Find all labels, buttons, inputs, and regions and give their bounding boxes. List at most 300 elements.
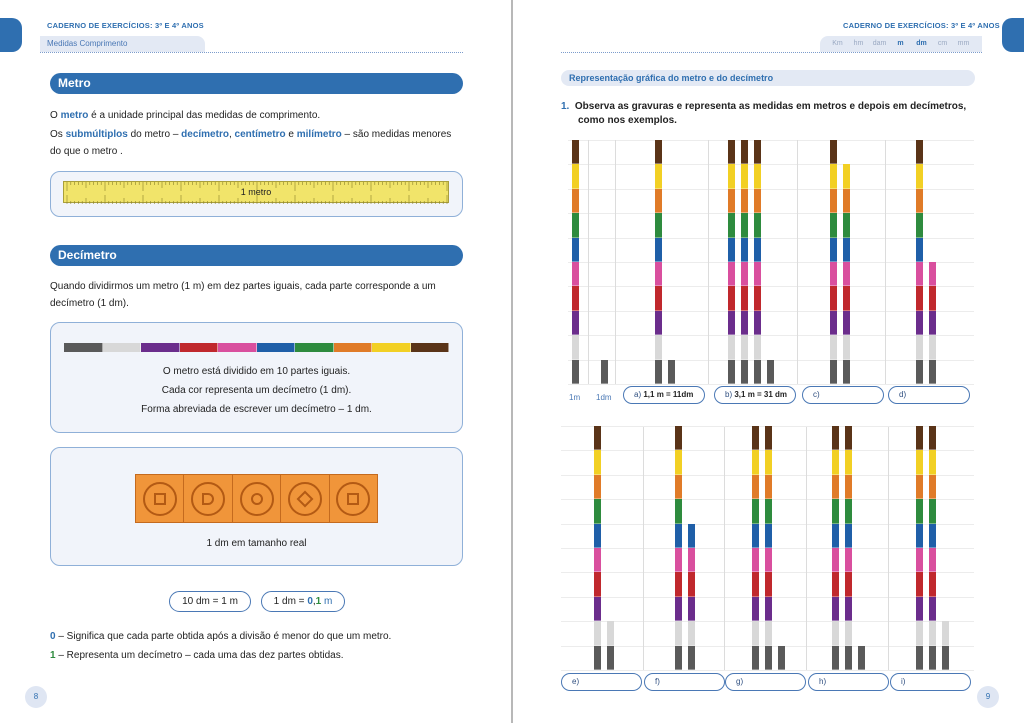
rod-segment [832, 524, 839, 548]
meter-ruler-image [63, 181, 449, 203]
rod-segment [830, 140, 837, 164]
rods-grid-row-2 [561, 427, 974, 672]
rod-segment [832, 597, 839, 621]
unit-dm: dm [916, 40, 927, 47]
column-separator [588, 140, 589, 384]
grid-line [568, 140, 974, 141]
rod-segment [594, 572, 601, 596]
rod-segment [843, 286, 850, 310]
rod-segment [916, 335, 923, 359]
answer-field-e[interactable] [561, 673, 642, 691]
rod-segment [916, 475, 923, 499]
rod-segment [929, 262, 936, 286]
dm-cell [136, 475, 184, 522]
rod-segment [752, 572, 759, 596]
metro-paragraph-1: O metro é a unidade principal das medidas de comprimento. [50, 110, 321, 121]
rod-segment [832, 572, 839, 596]
grid-line [568, 213, 974, 214]
rod-segment [607, 646, 614, 670]
rod-segment [752, 475, 759, 499]
rod-segment [728, 360, 735, 384]
rod-segment [916, 262, 923, 286]
rod-segment [754, 140, 761, 164]
rod-segment [916, 426, 923, 450]
rod-segment [741, 262, 748, 286]
rod-segment [830, 262, 837, 286]
term-centimetro: centímetro [234, 129, 286, 140]
rod-segment [594, 450, 601, 474]
rod-segment [929, 621, 936, 645]
rod-segment [845, 621, 852, 645]
rod-segment [675, 499, 682, 523]
strip-segment [411, 343, 450, 352]
rod-segment [728, 164, 735, 188]
rod-segment [754, 286, 761, 310]
rod-segment [830, 238, 837, 262]
page-number-right: 9 [977, 686, 999, 708]
rod-segment [858, 646, 865, 670]
answer-letter: h) [819, 677, 827, 686]
rod-segment [765, 524, 772, 548]
rod-segment [929, 311, 936, 335]
rod-segment [929, 548, 936, 572]
rod-segment [688, 621, 695, 645]
rod-segment [572, 262, 579, 286]
cuisenaire-rod [767, 360, 774, 384]
cuisenaire-rod [929, 262, 936, 384]
rod-segment [754, 360, 761, 384]
rod-segment [675, 524, 682, 548]
rod-segment [752, 499, 759, 523]
rod-segment [929, 572, 936, 596]
rod-segment [728, 286, 735, 310]
strip-segment [257, 343, 296, 352]
unit-hm: hm [853, 40, 864, 47]
header-divider [40, 52, 463, 53]
rod-segment [675, 597, 682, 621]
rod-segment [929, 335, 936, 359]
right-page [513, 0, 1024, 723]
note-zero: 0 – Significa que cada parte obtida após a divisão é menor do que um metro. [50, 631, 392, 642]
rod-segment [916, 450, 923, 474]
rod-segment [728, 238, 735, 262]
rod-segment [929, 499, 936, 523]
rod-segment [929, 597, 936, 621]
cuisenaire-rod [916, 140, 923, 384]
rod-segment [843, 335, 850, 359]
note-one: 1 – Representa um decímetro – cada uma das dez partes obtidas. [50, 650, 344, 661]
rod-segment [767, 360, 774, 384]
answer-letter: f) [655, 677, 660, 686]
rod-segment [929, 475, 936, 499]
answer-field-i[interactable] [890, 673, 971, 691]
rods-grid-row-1 [568, 140, 974, 386]
pill-1dm-01m: 1 dm = 0,1 m [261, 591, 345, 612]
column-separator [885, 140, 886, 384]
rod-segment [754, 311, 761, 335]
rod-segment [675, 572, 682, 596]
rod-segment [754, 164, 761, 188]
cuisenaire-rod [754, 140, 761, 384]
page-number-left: 8 [25, 686, 47, 708]
column-separator [708, 140, 709, 384]
rod-segment [916, 621, 923, 645]
rod-segment [916, 286, 923, 310]
column-separator [888, 427, 889, 670]
ruler-label: 1 metro [240, 187, 272, 197]
unit-dam: dam [872, 40, 887, 47]
rod-segment [741, 189, 748, 213]
rod-segment [916, 360, 923, 384]
rod-segment [752, 524, 759, 548]
rod-segment [765, 426, 772, 450]
rod-segment [655, 213, 662, 237]
rod-segment [916, 597, 923, 621]
rod-segment [843, 360, 850, 384]
cuisenaire-rod [830, 140, 837, 384]
rod-segment [741, 238, 748, 262]
grid-line [568, 311, 974, 312]
cuisenaire-rod [765, 426, 772, 670]
cuisenaire-rod [601, 360, 608, 384]
answer-letter: i) [901, 677, 906, 686]
rod-segment [741, 311, 748, 335]
real-size-caption: 1 dm em tamanho real [206, 538, 307, 549]
rod-segment [675, 548, 682, 572]
rod-segment [728, 311, 735, 335]
strip-segment [334, 343, 373, 352]
cuisenaire-rod [843, 164, 850, 384]
answer-field-f[interactable] [644, 673, 725, 691]
cuisenaire-rod [688, 524, 695, 670]
rod-segment [845, 524, 852, 548]
rod-segment [830, 213, 837, 237]
rod-segment [675, 426, 682, 450]
rod-segment [675, 621, 682, 645]
grid-line [568, 238, 974, 239]
rod-segment [594, 426, 601, 450]
rod-segment [675, 475, 682, 499]
rod-segment [741, 335, 748, 359]
strip-segment [295, 343, 334, 352]
rod-segment [572, 140, 579, 164]
cuisenaire-rod [675, 426, 682, 670]
rod-segment [765, 621, 772, 645]
rod-segment [752, 548, 759, 572]
cuisenaire-rod [594, 426, 601, 670]
rod-segment [832, 450, 839, 474]
rod-segment [754, 238, 761, 262]
unit-mm: mm [957, 40, 970, 47]
rod-segment [929, 286, 936, 310]
section-title-decimetro: Decímetro [50, 245, 463, 266]
rod-segment [601, 360, 608, 384]
rod-segment [916, 311, 923, 335]
rod-segment [675, 646, 682, 670]
rod-segment [754, 262, 761, 286]
rod-segment [765, 597, 772, 621]
dm-cell [233, 475, 281, 522]
rod-segment [830, 311, 837, 335]
rod-segment [832, 621, 839, 645]
cuisenaire-rod [572, 140, 579, 384]
rod-segment [916, 524, 923, 548]
strip-segment [64, 343, 103, 352]
rod-segment [830, 286, 837, 310]
rod-segment [728, 262, 735, 286]
answer-letter: d) [899, 390, 907, 399]
grid-line [568, 189, 974, 190]
unit-m: m [897, 40, 904, 47]
rod-segment [572, 213, 579, 237]
grid-line [568, 164, 974, 165]
dm-cell [281, 475, 329, 522]
answer-field-d[interactable] [888, 386, 970, 404]
cuisenaire-rod [741, 140, 748, 384]
cuisenaire-rod [607, 621, 614, 670]
decimetro-paragraph: Quando dividirmos um metro (1 m) em dez partes iguais, cada parte corresponde a um decímetro (1 dm). [50, 281, 436, 309]
rod-segment [741, 286, 748, 310]
rod-segment [916, 213, 923, 237]
term-decimetro: decímetro [181, 129, 229, 140]
rod-segment [845, 426, 852, 450]
column-separator [724, 427, 725, 670]
rod-segment [929, 360, 936, 384]
rod-segment [830, 335, 837, 359]
section-title-metro: Metro [50, 73, 463, 94]
box-line-2: Cada cor representa um decímetro (1 dm). [161, 385, 352, 396]
cuisenaire-rod [668, 360, 675, 384]
cuisenaire-rod [858, 646, 865, 670]
rod-segment [572, 335, 579, 359]
strip-segment [372, 343, 411, 352]
rod-segment [916, 646, 923, 670]
rod-segment [832, 646, 839, 670]
rod-segment [572, 360, 579, 384]
rod-segment [688, 597, 695, 621]
rod-segment [688, 548, 695, 572]
rod-segment [754, 335, 761, 359]
answer-letter: a) [634, 390, 644, 399]
rod-segment [830, 360, 837, 384]
rod-segment [728, 335, 735, 359]
cuisenaire-rod [655, 140, 662, 384]
answer-value: 1,1 m = 11dm [643, 390, 694, 399]
rod-segment [832, 499, 839, 523]
question-1: 1. Observa as gravuras e representa as medidas em metros e depois em decímetros, como nos exemplos. [561, 101, 967, 126]
left-page [0, 0, 511, 723]
section-title-representacao: Representação gráfica do metro e do decímetro [561, 70, 975, 86]
answer-field-c[interactable] [802, 386, 884, 404]
strip-segment [218, 343, 257, 352]
rod-segment [843, 262, 850, 286]
rod-segment [655, 140, 662, 164]
rod-segment [752, 450, 759, 474]
term-metro: metro [60, 110, 89, 121]
rod-segment [655, 189, 662, 213]
pill-10dm-1m: 10 dm = 1 m [169, 591, 251, 612]
rod-segment [572, 238, 579, 262]
page-tab-left [0, 18, 22, 52]
rod-segment [830, 164, 837, 188]
rod-segment [845, 572, 852, 596]
grid-line [561, 670, 974, 671]
rod-segment [845, 450, 852, 474]
column-separator [806, 427, 807, 670]
cuisenaire-rod [832, 426, 839, 670]
rod-segment [741, 140, 748, 164]
answer-letter: e) [572, 677, 580, 686]
rod-segment [832, 475, 839, 499]
term-submultiplos: submúltiplos [65, 129, 128, 140]
rod-segment [754, 189, 761, 213]
rod-segment [942, 646, 949, 670]
rod-segment [594, 499, 601, 523]
rod-segment [655, 238, 662, 262]
rod-segment [843, 238, 850, 262]
rod-segment [765, 572, 772, 596]
grid-line [568, 335, 974, 336]
cuisenaire-rod [845, 426, 852, 670]
cuisenaire-rod [752, 426, 759, 670]
rod-segment [765, 548, 772, 572]
rod-segment [741, 164, 748, 188]
rod-segment [655, 335, 662, 359]
decimeter-color-strip [64, 343, 449, 352]
answer-letter: g) [736, 677, 744, 686]
rod-segment [572, 286, 579, 310]
cuisenaire-rod [728, 140, 735, 384]
grid-line [568, 262, 974, 263]
answer-value: 3,1 m = 31 dm [734, 390, 788, 399]
rod-segment [594, 475, 601, 499]
rod-segment [594, 524, 601, 548]
rod-segment [675, 450, 682, 474]
rod-segment [916, 140, 923, 164]
answer-field-g[interactable] [725, 673, 806, 691]
rod-segment [572, 189, 579, 213]
term-milimetro: milímetro [296, 129, 342, 140]
answer-letter: c) [813, 390, 820, 399]
rod-segment [655, 286, 662, 310]
header-title: CADERNO DE EXERCÍCIOS: 3º E 4º ANOS [843, 21, 1000, 30]
rod-segment [845, 499, 852, 523]
rod-segment [741, 213, 748, 237]
header-subtitle: Medidas Comprimento [40, 36, 205, 52]
rod-segment [594, 597, 601, 621]
rod-segment [845, 597, 852, 621]
rod-segment [830, 189, 837, 213]
rod-segment [688, 572, 695, 596]
rod-segment [572, 164, 579, 188]
rod-segment [688, 524, 695, 548]
page-tab-right [1002, 18, 1024, 52]
rod-segment [843, 164, 850, 188]
rod-segment [655, 262, 662, 286]
rod-segment [845, 646, 852, 670]
rod-segment [765, 499, 772, 523]
rod-segment [765, 475, 772, 499]
rod-segment [916, 548, 923, 572]
strip-segment [141, 343, 180, 352]
rod-segment [752, 621, 759, 645]
answer-field-a[interactable] [623, 386, 705, 404]
cuisenaire-rod [916, 426, 923, 670]
box-line-1: O metro está dividido em 10 partes iguais. [162, 366, 351, 377]
cuisenaire-rod [929, 426, 936, 670]
rod-segment [929, 426, 936, 450]
rod-segment [655, 164, 662, 188]
answer-field-h[interactable] [808, 673, 889, 691]
rod-segment [929, 450, 936, 474]
rod-segment [929, 646, 936, 670]
rod-segment [942, 621, 949, 645]
rod-segment [845, 475, 852, 499]
cuisenaire-rod [942, 621, 949, 670]
strip-segment [180, 343, 219, 352]
rod-segment [688, 646, 695, 670]
column-separator [797, 140, 798, 384]
units-bar [820, 36, 982, 52]
rod-segment [843, 189, 850, 213]
rod-segment [655, 311, 662, 335]
rod-segment [916, 572, 923, 596]
rod-segment [728, 213, 735, 237]
grid-line [568, 286, 974, 287]
answer-field-b[interactable] [714, 386, 796, 404]
unit-km: Km [832, 40, 843, 47]
header-divider [561, 52, 982, 53]
metro-paragraph-2: Os submúltiplos do metro – decímetro, centímetro e milímetro – são medidas menores do que o metro . [50, 129, 452, 157]
decimeter-real-size-image [135, 474, 378, 523]
rod-segment [754, 213, 761, 237]
rod-segment [572, 311, 579, 335]
box-line-3: Forma abreviada de escrever um decímetro – 1 dm. [141, 404, 372, 415]
rod-segment [916, 499, 923, 523]
rod-segment [752, 646, 759, 670]
rod-segment [752, 426, 759, 450]
column-separator [615, 140, 616, 384]
rod-segment [843, 311, 850, 335]
rod-segment [765, 450, 772, 474]
dm-cell [184, 475, 232, 522]
dm-cell [330, 475, 377, 522]
label-1m: 1m [569, 393, 581, 402]
unit-cm: cm [937, 40, 948, 47]
rod-segment [916, 238, 923, 262]
rod-segment [832, 548, 839, 572]
rod-segment [728, 189, 735, 213]
rod-segment [655, 360, 662, 384]
rod-segment [765, 646, 772, 670]
strip-segment [103, 343, 142, 352]
rod-segment [741, 360, 748, 384]
rod-segment [778, 646, 785, 670]
grid-line [568, 384, 974, 385]
rod-segment [916, 164, 923, 188]
rod-segment [916, 189, 923, 213]
rod-segment [594, 621, 601, 645]
rod-segment [594, 646, 601, 670]
header-title: CADERNO DE EXERCÍCIOS: 3º E 4º ANOS [47, 21, 204, 30]
rod-segment [832, 426, 839, 450]
rod-segment [845, 548, 852, 572]
rod-segment [843, 213, 850, 237]
column-separator [643, 427, 644, 670]
rod-segment [929, 524, 936, 548]
cuisenaire-rod [778, 646, 785, 670]
rod-segment [607, 621, 614, 645]
